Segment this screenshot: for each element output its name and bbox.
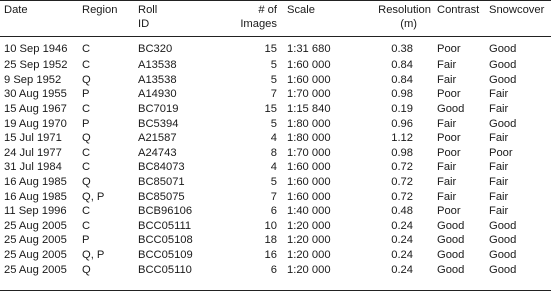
header-contrast-line: Contrast — [437, 4, 480, 16]
cell-date: 25 Sep 1952 — [4, 59, 68, 72]
cell-images: 16 — [264, 249, 277, 262]
cell-date: 31 Jul 1984 — [4, 161, 62, 174]
bottom-rule — [0, 290, 551, 291]
cell-snowcover: Fair — [489, 88, 509, 101]
cell-date: 10 Sep 1946 — [4, 43, 68, 55]
cell-scale: 1:31 680 — [287, 43, 331, 55]
cell-roll-id: BC84073 — [138, 161, 185, 174]
cell-roll-id: BCC05109 — [138, 249, 193, 262]
cell-date: 15 Aug 1967 — [4, 103, 67, 116]
cell-contrast: Poor — [437, 132, 461, 145]
cell-scale: 1:20 000 — [287, 219, 331, 232]
cell-region: C — [82, 219, 91, 232]
cell-contrast: Fair — [437, 117, 457, 130]
cell-resolution: 0.48 — [391, 205, 413, 218]
cell-images: 6 — [270, 205, 277, 218]
cell-resolution: 0.38 — [391, 43, 413, 55]
cell-date: 19 Aug 1970 — [4, 117, 67, 130]
cell-snowcover: Fair — [489, 176, 509, 189]
cell-date: 25 Aug 2005 — [4, 263, 67, 276]
cell-images: 5 — [270, 59, 277, 72]
cell-images: 4 — [270, 132, 277, 145]
cell-roll-id: A21587 — [138, 132, 177, 145]
cell-scale: 1:70 000 — [287, 146, 331, 159]
table-row — [0, 248, 551, 263]
cell-scale: 1:20 000 — [287, 234, 331, 247]
cell-contrast: Good — [437, 263, 465, 276]
header-region-line: Region — [82, 4, 118, 16]
cell-roll-id: BC5394 — [138, 117, 179, 130]
cell-roll-id: A13538 — [138, 73, 177, 86]
header-resolution — [355, 0, 431, 36]
cell-snowcover: Fair — [489, 205, 509, 218]
header-scale — [277, 0, 355, 36]
table-body — [0, 36, 551, 277]
cell-region: Q — [82, 263, 91, 276]
cell-region: P — [82, 88, 90, 101]
header-snowcover-line: Snowcover — [489, 4, 545, 16]
cell-images: 8 — [270, 146, 277, 159]
cell-images: 5 — [270, 176, 277, 189]
cell-date: 9 Sep 1952 — [4, 73, 62, 86]
cell-contrast: Good — [437, 219, 465, 232]
cell-scale: 1:15 840 — [287, 103, 331, 116]
header-region — [82, 0, 138, 36]
header-resolution-line-1: Resolution — [378, 4, 431, 16]
cell-snowcover: Good — [489, 234, 517, 247]
header-images-line-1: # of — [258, 4, 277, 16]
header-roll-line-2: ID — [138, 18, 150, 30]
cell-roll-id: A14930 — [138, 88, 177, 101]
cell-images: 5 — [270, 117, 277, 130]
table-row — [0, 204, 551, 219]
cell-roll-id: A24743 — [138, 146, 177, 159]
cell-snowcover: Good — [489, 219, 517, 232]
cell-roll-id: BC7019 — [138, 103, 179, 116]
header-row — [0, 0, 551, 36]
cell-resolution: 0.19 — [391, 103, 413, 116]
cell-roll-id: BCC05110 — [138, 263, 192, 276]
header-roll-line-1: Roll — [138, 4, 158, 16]
cell-resolution: 0.98 — [391, 146, 413, 159]
cell-contrast: Poor — [437, 146, 461, 159]
cell-images: 18 — [264, 234, 277, 247]
cell-roll-id: BCB96106 — [138, 205, 193, 218]
table-header — [0, 0, 551, 36]
cell-snowcover: Poor — [489, 146, 513, 159]
cell-snowcover: Fair — [489, 161, 509, 174]
cell-snowcover: Good — [489, 73, 517, 86]
cell-contrast: Fair — [437, 73, 457, 86]
header-date — [0, 0, 82, 36]
cell-images: 15 — [264, 103, 277, 116]
cell-snowcover: Good — [489, 117, 517, 130]
cell-images: 10 — [264, 219, 277, 232]
table-row — [0, 219, 551, 234]
cell-roll-id: BC320 — [138, 43, 173, 55]
cell-images: 7 — [270, 88, 277, 101]
cell-contrast: Fair — [437, 59, 457, 72]
header-images-line-2: Images — [240, 18, 277, 30]
cell-images: 15 — [264, 43, 277, 55]
cell-snowcover: Good — [489, 263, 517, 276]
cell-roll-id: BC85071 — [138, 176, 185, 189]
header-roll-id — [138, 0, 222, 36]
header-images — [222, 0, 277, 36]
cell-resolution: 0.72 — [391, 161, 413, 174]
table-row — [0, 102, 551, 117]
header-resolution-line-2: (m) — [400, 18, 417, 30]
cell-scale: 1:20 000 — [287, 263, 331, 276]
cell-scale: 1:70 000 — [287, 88, 331, 101]
cell-date: 25 Aug 2005 — [4, 249, 67, 262]
cell-contrast: Fair — [437, 176, 457, 189]
cell-date: 30 Aug 1955 — [4, 88, 67, 101]
cell-resolution: 0.84 — [391, 59, 413, 72]
cell-snowcover: Good — [489, 43, 517, 55]
cell-region: Q — [82, 176, 91, 189]
cell-roll-id: A13538 — [138, 59, 177, 72]
cell-roll-id: BCC05111 — [138, 219, 192, 232]
cell-date: 16 Aug 1985 — [4, 176, 67, 189]
cell-region: C — [82, 59, 91, 72]
cell-images: 5 — [270, 73, 277, 86]
table-row — [0, 87, 551, 102]
table-row — [0, 73, 551, 88]
table-row — [0, 189, 551, 204]
cell-resolution: 0.72 — [391, 190, 413, 203]
cell-date: 15 Jul 1971 — [4, 132, 62, 145]
cell-snowcover: Fair — [489, 190, 509, 203]
cell-contrast: Fair — [437, 161, 457, 174]
cell-images: 6 — [270, 263, 277, 276]
table-row — [0, 262, 551, 277]
cell-resolution: 0.24 — [391, 219, 413, 232]
table-row — [0, 175, 551, 190]
cell-region: P — [82, 117, 90, 130]
cell-date: 24 Jul 1977 — [4, 146, 62, 159]
cell-scale: 1:60 000 — [287, 176, 331, 189]
cell-resolution: 0.72 — [391, 176, 413, 189]
cell-contrast: Poor — [437, 205, 461, 218]
table-row — [0, 233, 551, 248]
cell-region: C — [82, 205, 91, 218]
cell-contrast: Fair — [437, 190, 457, 203]
cell-scale: 1:80 000 — [287, 117, 331, 130]
cell-snowcover: Good — [489, 249, 517, 262]
cell-scale: 1:80 000 — [287, 132, 331, 145]
cell-region: C — [82, 43, 91, 55]
cell-roll-id: BCC05108 — [138, 234, 193, 247]
cell-resolution: 0.96 — [391, 117, 413, 130]
table-row — [0, 116, 551, 131]
header-snowcover — [489, 0, 551, 36]
cell-scale: 1:40 000 — [287, 205, 331, 218]
cell-resolution: 0.84 — [391, 73, 413, 86]
cell-resolution: 1.12 — [391, 132, 413, 145]
cell-contrast: Poor — [437, 88, 461, 101]
cell-images: 4 — [270, 161, 277, 174]
cell-resolution: 0.98 — [391, 88, 413, 101]
cell-date: 16 Aug 1985 — [4, 190, 67, 203]
cell-resolution: 0.24 — [391, 249, 413, 262]
cell-resolution: 0.24 — [391, 263, 413, 276]
cell-date: 11 Sep 1996 — [4, 205, 67, 218]
cell-contrast: Good — [437, 234, 465, 247]
cell-scale: 1:20 000 — [287, 249, 331, 262]
table-row — [0, 58, 551, 73]
cell-region: P — [82, 234, 90, 247]
cell-contrast: Good — [437, 249, 465, 262]
table-row — [0, 146, 551, 161]
cell-scale: 1:60 000 — [287, 190, 331, 203]
header-contrast — [431, 0, 489, 36]
cell-contrast: Poor — [437, 43, 461, 55]
cell-region: Q, P — [82, 190, 105, 203]
header-date-line: Date — [4, 4, 28, 16]
cell-date: 25 Aug 2005 — [4, 219, 67, 232]
cell-region: Q — [82, 132, 91, 145]
table-row — [0, 160, 551, 175]
table-row — [0, 36, 551, 58]
cell-scale: 1:60 000 — [287, 59, 331, 72]
cell-contrast: Good — [437, 103, 465, 116]
cell-scale: 1:60 000 — [287, 161, 331, 174]
cell-region: C — [82, 146, 91, 159]
cell-resolution: 0.24 — [391, 234, 413, 247]
cell-region: Q — [82, 73, 91, 86]
cell-region: Q, P — [82, 249, 105, 262]
table-row — [0, 131, 551, 146]
cell-region: C — [82, 103, 91, 116]
cell-snowcover: Fair — [489, 103, 509, 116]
cell-images: 7 — [270, 190, 277, 203]
cell-region: C — [82, 161, 91, 174]
cell-snowcover: Good — [489, 59, 517, 72]
header-scale-line: Scale — [287, 4, 315, 16]
cell-scale: 1:60 000 — [287, 73, 331, 86]
cell-date: 25 Aug 2005 — [4, 234, 67, 247]
cell-snowcover: Fair — [489, 132, 509, 145]
cell-roll-id: BC85075 — [138, 190, 185, 203]
